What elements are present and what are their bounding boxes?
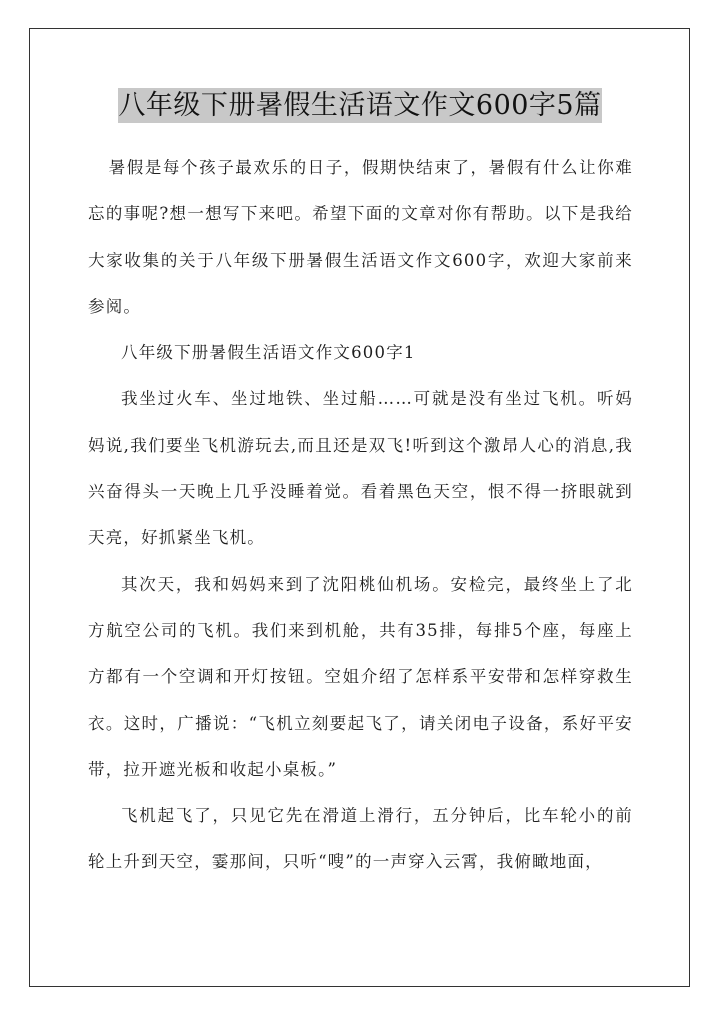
- intro-paragraph: 暑假是每个孩子最欢乐的日子，假期快结束了，暑假有什么让你难忘的事呢?想一想写下来吧。希望下面的文章对你有帮助。以下是我给大家收集的关于八年级下册暑假生活语文作文600字，欢迎大家前来参阅。: [88, 158, 633, 316]
- body-paragraph-2: 其次天，我和妈妈来到了沈阳桃仙机场。安检完，最终坐上了北方航空公司的飞机。我们来到机舱，共有35排，每排5个座，每座上方都有一个空调和开灯按钮。空姐介绍了怎样系平安带和怎样穿救生衣。这时，广播说：“飞机立刻要起飞了，请关闭电子设备，系好平安带，拉开遮光板和收起小桌板。”: [88, 574, 633, 779]
- title-container: [0, 88, 720, 124]
- document-body: [88, 145, 633, 886]
- body-paragraph-1: 我坐过火车、坐过地铁、坐过船……可就是没有坐过飞机。听妈妈说,我们要坐飞机游玩去,而且还是双飞!听到这个激昂人心的消息,我兴奋得头一天晚上几乎没睡着觉。看着黑色天空，恨不得一挤眼就到天亮，好抓紧坐飞机。: [88, 389, 633, 548]
- essay-heading: 八年级下册暑假生活语文作文600字1: [121, 343, 416, 363]
- body-paragraph-3: 飞机起飞了，只见它先在滑道上滑行，五分钟后，比车轮小的前轮上升到天空，霎那间，只听“嗖”的一声穿入云霄，我俯瞰地面，: [88, 806, 633, 872]
- document-title: 八年级下册暑假生活语文作文600字5篇: [118, 90, 602, 121]
